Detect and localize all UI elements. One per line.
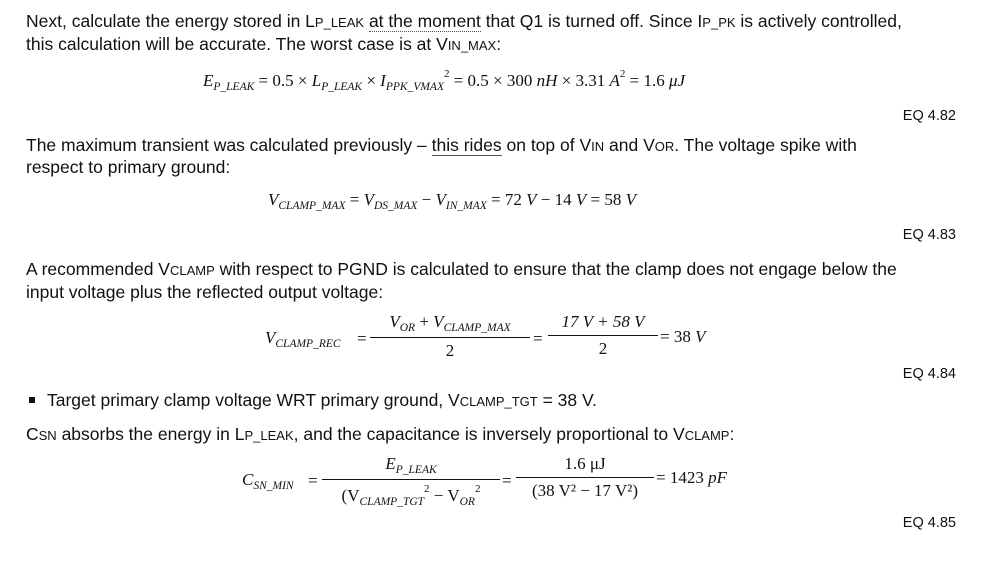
equation-4-85-fraction1: $E_{P\_LEAK}$ ($V_{CLAMP\_TGT}^2 - V_{OR}^2$ (322, 454, 500, 508)
equation-4-84-fraction1: $V_{OR} + V_{CLAMP\_MAX}$ 2 (370, 312, 530, 361)
equation-number-4-84: EQ 4.84 (902, 366, 956, 382)
grammar-underline[interactable]: this rides (431, 135, 502, 155)
equation-number-4-82: EQ 4.82 (902, 108, 956, 124)
equation-4-84-eq2: = (533, 329, 543, 348)
spell-check-underline[interactable]: at the moment (368, 11, 481, 31)
paragraph-clamp-line1: A recommended VCLAMP with respect to PGND is calculated to ensure that the clamp does not engage below the (26, 259, 897, 279)
bullet-icon (29, 397, 35, 403)
paragraph-csn: CSN absorbs the energy in LP_LEAK, and the capacitance is inversely proportional to VCLAMP: (26, 424, 735, 444)
equation-4-85-eq1: = (308, 471, 318, 490)
equation-4-84-rhs: = 38 V (660, 327, 706, 346)
equation-number-4-83: EQ 4.83 (902, 227, 956, 243)
equation-4-85-fraction2: $\frac{1.6 \mu J}{\text{(38 V² − 17 V²)}}$ (516, 454, 654, 501)
equation-4-84-eq1: = (357, 329, 367, 348)
equation-4-84-lhs: $V_{CLAMP\_REC}$ (265, 328, 341, 350)
equation-4-85-lhs: $C_{SN\_MIN}$ (242, 470, 294, 492)
paragraph-transient-line1: The maximum transient was calculated previously – this rides on top of VIN and VOR. The voltage spike with (26, 135, 857, 155)
equation-4-83: $V_{CLAMP\_MAX} = V_{DS\_MAX} - V_{IN\_MAX} = 72$ V − 14 V = 58 V (268, 190, 636, 212)
equation-number-4-85: EQ 4.85 (902, 515, 956, 531)
paragraph-energy-intro-line1: Next, calculate the energy stored in LP_LEAK at the moment that Q1 is turned off. Since IP_PK is actively controlled, (26, 11, 902, 31)
paragraph-transient-line2: respect to primary ground: (26, 157, 231, 177)
paragraph-clamp-line2: input voltage plus the reflected output voltage: (26, 282, 384, 302)
equation-4-82: $E_{P\_LEAK} = 0.5 \times L_{P\_LEAK} \times I_{PPK\_VMAX}^2 = 0.5 \times 300$ nH × 3.31 $A^2 = 1.6$ μJ (203, 68, 686, 93)
equation-4-85-rhs: = 1423 pF (656, 468, 727, 487)
equation-4-85-eq2: = (502, 471, 512, 490)
bullet-target-clamp: Target primary clamp voltage WRT primary ground, VCLAMP_TGT = 38 V. (47, 390, 597, 410)
paragraph-energy-intro-line2: this calculation will be accurate. The worst case is at VIN_MAX: (26, 34, 502, 54)
equation-4-84-fraction2: $\frac{17 V + 58 V}{2}$ (548, 312, 658, 359)
